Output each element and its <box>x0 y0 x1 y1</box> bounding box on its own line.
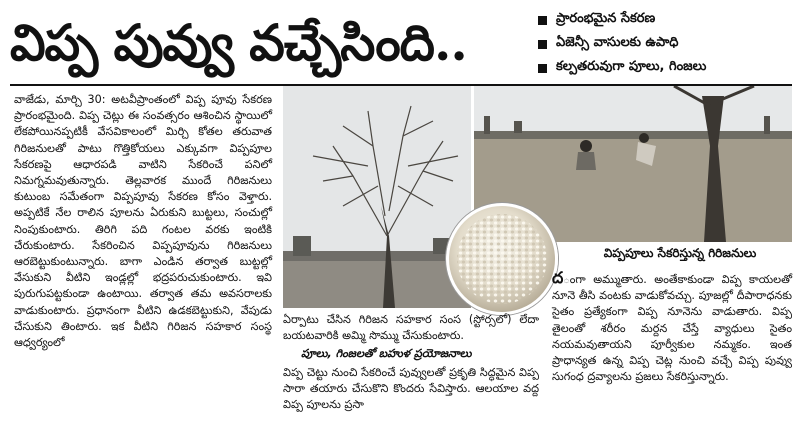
article-paragraph: వాజేడు, మార్చి 30: అటవీప్రాంతంలో విప్ప పూవు సేకరణ ప్రారంభమైంది. విప్ప చెట్లు ఈ సంవత్సరం ఆశించిన స్థాయిలో లేకపోయినప్పటికీ వేసవికాలంలో మిర్చి కోతల తరువాత గిరిజనులతో పాటు గొత్తికోయలు ఎక్కువగా విప్పపూల సేకరణపై ఆధారపడి వాటిని సేకరించే పనిలో నిమగ్నమవుతున్నారు. తెల్లవారక ముందే గిరిజనులు కుటుంబ సమేతంగా విప్పపూవు సేకరణ కోసం వెళ్తారు. అప్పటికే నేల రాలిన పూలను ఏరుకుని బుట్టలు, సంచుల్లో నింపుకుంటారు. తిరిగి పది గంటల వరకు ఇంటికి చేరుకుంటారు. సేకరించిన విప్పపూవును గిరిజనులు ఆరబెట్టుకుంటున్నారు. బాగా ఎండిన తర్వాత బుట్టల్లో వేసుకుని వీటిని ఇండ్లల్లో భద్రపరుచుకుంటారు. ఇవి పురుగుపట్టకుండా ఉంటాయి. తర్వాత తమ అవసరాలకు వాడుకుంటారు. ప్రధానంగా వీటిని ఉడకబెట్టుకుని, వేపుడు చేసుకుని తింటారు. ఇక వీటిని గిరిజన సహకార సంస్థ ఆధ్వర్యంలో <box>14 93 272 350</box>
article-column-1 <box>14 92 272 351</box>
drop-cap: ద <box>552 268 564 287</box>
highlight-item <box>532 8 794 32</box>
tree-illustration <box>283 86 471 308</box>
highlight-text: ఏజెన్సీ వాసులకు ఉపాధి <box>556 35 679 50</box>
highlights-list <box>532 8 794 80</box>
mahua-seeds-bowl-image <box>446 203 558 315</box>
highlight-text: కల్పతరువుగా పూలు, గింజలు <box>556 59 707 74</box>
mahua-tree-photo <box>283 86 471 308</box>
article-paragraph: విప్ప చెట్టు నుంచి సేకరించే పువ్వులతో ప్రకృతి సిద్ధమైన విప్ప సారా తయారు చేసుకొని కొందరు సేవిస్తారు. ఆలయాల వద్ద విప్ప పూలను ప్రసా <box>283 365 539 412</box>
square-bullet-icon <box>538 16 547 25</box>
subheading: పూలు, గింజలతో బహుళ ప్రయోజనాలు <box>301 347 472 361</box>
article-column-2 <box>283 312 539 413</box>
article-column-3 <box>552 270 792 385</box>
article-text: ంగా అమ్ముతారు. అంతేకాకుండా విప్ప కాయలతో నూనె తీసి వంటకు వాడుకోవచ్చు. పూజల్లో దీపారాధనకు సైతం ప్రత్యేకంగా విప్ప నూనెను వాడుతారు. విప్ప తైలంతో శరీరం మర్దన చేస్తే వ్యాధులు సైతం నయమవుతాయని పూర్వీకుల నమ్మకం. ఇంత ప్రాధాన్యత ఉన్న విప్ప చెట్ల నుంచి వచ్చే విప్ప పువ్వు సుగంధ ద్రవ్యాలను ప్రజలు సేకరిస్తున్నారు. <box>552 273 792 384</box>
article-paragraph: ఏర్పాటు చేసిన గిరిజన సహకార సంస (స్టోర్సలో) లేదా బయటవారికి అమ్మి సొమ్ము చేసుకుంటారు. <box>283 313 539 343</box>
highlight-item <box>532 56 794 80</box>
highlight-text: ప్రారంభమైన సేకరణ <box>556 11 656 26</box>
highlight-item <box>532 32 794 56</box>
headline: విప్ప పువ్వు వచ్చేసింది.. <box>10 13 467 72</box>
article-paragraph <box>552 270 792 385</box>
square-bullet-icon <box>538 64 547 73</box>
photo-caption: విప్పపూలు సేకరిస్తున్న గిరిజనులు <box>603 246 757 260</box>
square-bullet-icon <box>538 40 547 49</box>
